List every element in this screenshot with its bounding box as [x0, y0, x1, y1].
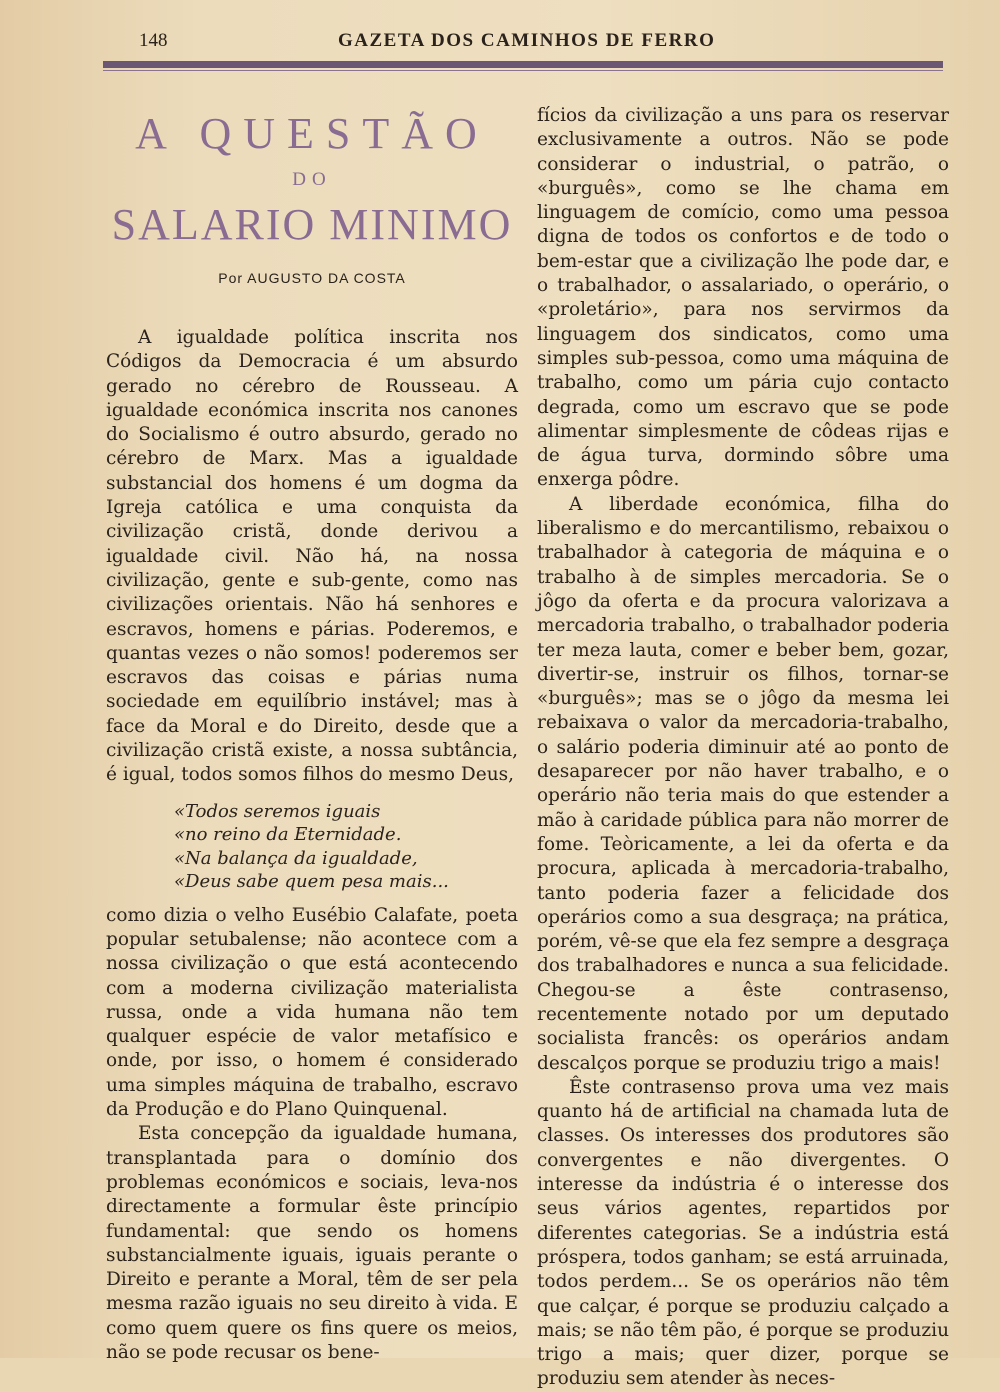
verse-line: «Na balança da igualdade, [174, 847, 418, 869]
page-header [103, 26, 943, 56]
header-rule [103, 61, 943, 68]
journal-title: GAZETA DOS CAMINHOS DE FERRO [338, 30, 716, 51]
verse-line: «no reino da Eternidade. [174, 824, 402, 846]
article-byline: Por AUGUSTO DA COSTA [218, 270, 406, 286]
header-rule-thin [103, 70, 943, 71]
right-paragraph-1: fícios da civilização a uns para os reservar exclusivamente a outros. Não se pode considerar o industrial, o patrão, o «burguês», como se lhe chama em linguagem de comício, como uma pessoa digna de todos os confortos e de todo o bem-estar que a civilização lhe pode dar, e o trabalhador, o assalariado, o operário, o «proletário», para nos servirmos da linguagem dos sindicatos, como uma simples sub-pessoa, como uma máquina de trabalho, como um pária cujo contacto degrada, como um escravo que se pode alimentar simplesmente de côdeas rijas e de água turva, dormindo sôbre uma enxerga pôdre. [537, 105, 949, 491]
verse-line: «Deus sabe quem pesa mais... [174, 871, 449, 893]
right-column [537, 104, 949, 1392]
right-paragraph-2: A liberdade económica, filha do liberalismo e do mercantilismo, rebaixou o trabalhador à categoria de máquina e o trabalho à de simples mercadoria. Se o jôgo da oferta e da procura valorizava a mercadoria trabalho, o trabalhador poderia ter meza lauta, comer e beber bem, gozar, divertir-se, instruir os filhos, tornar-se «burguês»; mas se o jôgo da mesma lei rebaixava o valor da mercadoria-trabalho, o salário poderia diminuir até ao ponto de desaparecer por não haver trabalho, e o operário não teria mais do que estender a mão à caridade pública para não morrer de fome. Teòricamente, a lei da oferta e da procura, aplicada à mercadoria-trabalho, tanto poderia fazer a felicidade dos operários como a sua desgraça; na prática, porém, vê-se que ela fez sempre a desgraça dos trabalhadores e nunca a sua felicidade. Chegou-se a êste contrasenso, recentemente notado por um deputado socialista francês: os operários andam descalços porque se produziu trigo a mais! [537, 493, 949, 1074]
left-column [106, 100, 518, 1365]
article-title-line1: A QUESTÃO [135, 109, 489, 158]
verse-quote [174, 800, 518, 894]
article-title-line2: DO [292, 169, 332, 190]
right-paragraph-3: Êste contrasenso prova uma vez mais quanto há de artificial na chamada luta de classes. Os interesses dos produtores são convergentes e não divergentes. O interesse da indústria é o interesse dos seus vários agentes, repartidos por diferentes categorias. Se a indústria está próspera, todos ganham; se está arruinada, todos perdem... Se os operários não têm que calçar, é porque se produziu calçado a mais; se não têm pão, é porque se produziu trigo a mais; quer dizer, porque se produziu sem atender às neces- [537, 1076, 949, 1390]
page-number: 148 [139, 30, 168, 51]
left-paragraph-3: Esta concepção da igualdade humana, transplantada para o domínio dos problemas económicos e sociais, leva-nos directamente a formular êste princípio fundamental: que sendo os homens substancialmente iguais, iguais perante o Direito e perante a Moral, têm de ser pela mesma razão iguais no seu direito à vida. E como quem quere os fins quere os meios, não se pode recusar os bene- [106, 1123, 518, 1363]
left-paragraph-2: como dizia o velho Eusébio Calafate, poeta popular setubalense; não acontece com a nossa civilização o que está acontecendo com a moderna civilização materialista russa, onde a vida humana não tem qualquer espécie de valor metafísico e onde, por isso, o homem é considerado uma simples máquina de trabalho, escravo da Produção e do Plano Quinquenal. [106, 904, 518, 1121]
article-title-line3: SALARIO MINIMO [111, 200, 513, 249]
verse-line: «Todos seremos iguais [174, 800, 381, 822]
left-paragraph-1: A igualdade política inscrita nos Códigos da Democracia é um absurdo gerado no cérebro de Rousseau. A igualdade económica inscrita nos canones do Socialismo é outro absurdo, gerado no cérebro de Marx. Mas a igualdade substancial dos homens é um dogma da Igreja católica e uma conquista da civilização cristã, donde derivou a igualdade civil. Não há, na nossa civilização, gente e sub-gente, como nas civilizações orientais. Não há senhores e escravos, homens e párias. Poderemos, e quantas vezes o não somos! poderemos ser escravos das coisas e párias numa sociedade em equilíbrio instável; mas à face da Moral e do Direito, desde que a civilização cristã existe, a nossa subtância, é igual, todos somos filhos do mesmo Deus, [106, 327, 518, 786]
